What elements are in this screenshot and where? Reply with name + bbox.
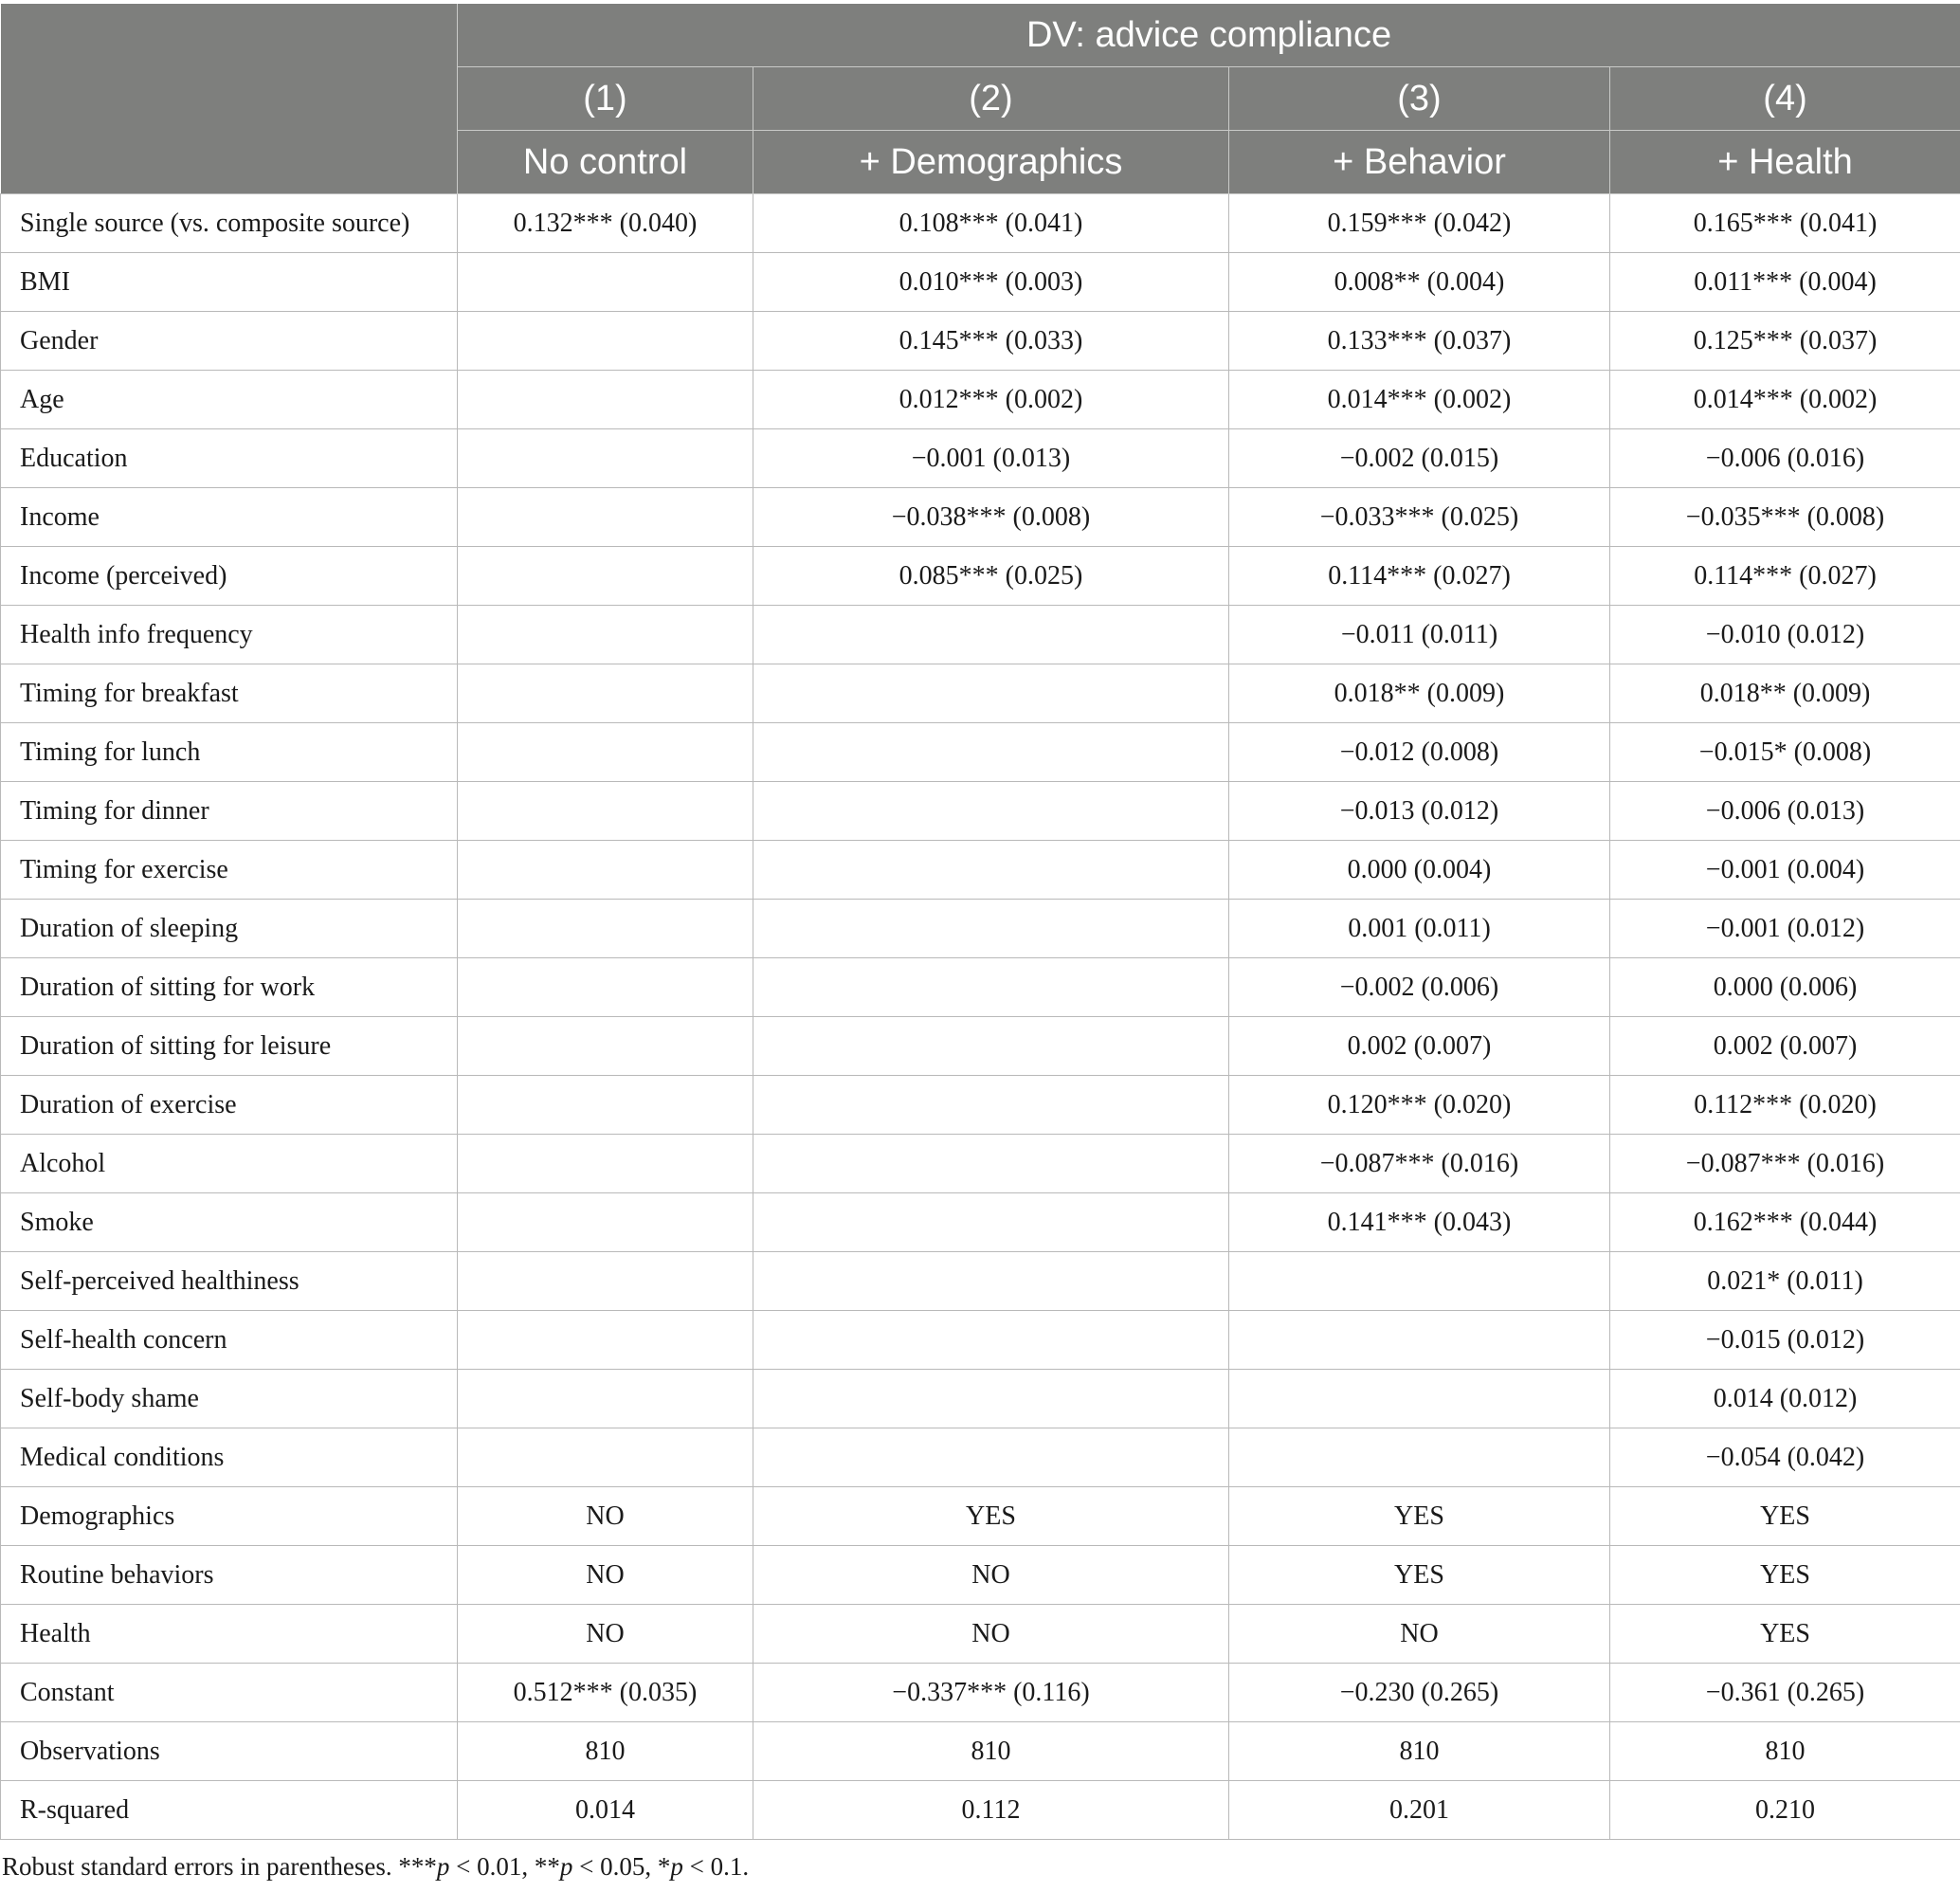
cell-model-2 (753, 664, 1229, 723)
cell-model-3: 0.001 (0.011) (1229, 900, 1610, 958)
table-row (1, 253, 1960, 312)
row-label: Timing for dinner (1, 782, 458, 841)
cell-model-1 (458, 1252, 753, 1311)
cell-model-3: 0.014*** (0.002) (1229, 371, 1610, 429)
cell-model-4: 0.018** (0.009) (1610, 664, 1960, 723)
row-label: Demographics (1, 1487, 458, 1546)
row-label: Timing for exercise (1, 841, 458, 900)
header-row-dv (1, 4, 1960, 67)
cell-model-3 (1229, 1370, 1610, 1428)
table-row (1, 1017, 1960, 1076)
cell-model-3: 0.159*** (0.042) (1229, 194, 1610, 253)
cell-model-1 (458, 1193, 753, 1252)
model-number-3: (3) (1229, 67, 1610, 131)
cell-model-4: YES (1610, 1605, 1960, 1664)
table-row (1, 194, 1960, 253)
row-label: Income (1, 488, 458, 547)
cell-model-4: 0.165*** (0.041) (1610, 194, 1960, 253)
cell-model-1 (458, 1370, 753, 1428)
row-label: Smoke (1, 1193, 458, 1252)
table-row (1, 1546, 1960, 1605)
row-label: Duration of sitting for work (1, 958, 458, 1017)
cell-model-1 (458, 900, 753, 958)
cell-model-3: NO (1229, 1605, 1610, 1664)
footnote-p-symbol: p (559, 1852, 573, 1881)
footnote-threshold-1: < 0.01, ** (449, 1852, 560, 1881)
cell-model-1 (458, 1428, 753, 1487)
table-row (1, 958, 1960, 1017)
cell-model-3: 0.201 (1229, 1781, 1610, 1840)
table-row (1, 371, 1960, 429)
table-row (1, 723, 1960, 782)
cell-model-4: 810 (1610, 1722, 1960, 1781)
row-label: Single source (vs. composite source) (1, 194, 458, 253)
cell-model-3: 0.018** (0.009) (1229, 664, 1610, 723)
row-label: BMI (1, 253, 458, 312)
footnote-p-symbol: p (436, 1852, 450, 1881)
row-label: Duration of sleeping (1, 900, 458, 958)
table-row (1, 1722, 1960, 1781)
table-row (1, 841, 1960, 900)
cell-model-3: 0.141*** (0.043) (1229, 1193, 1610, 1252)
cell-model-3: −0.013 (0.012) (1229, 782, 1610, 841)
table-row (1, 1311, 1960, 1370)
cell-model-4: 0.014 (0.012) (1610, 1370, 1960, 1428)
table-row (1, 664, 1960, 723)
cell-model-2 (753, 900, 1229, 958)
cell-model-2: 0.010*** (0.003) (753, 253, 1229, 312)
cell-model-3 (1229, 1252, 1610, 1311)
cell-model-2: −0.001 (0.013) (753, 429, 1229, 488)
cell-model-1: 0.512*** (0.035) (458, 1664, 753, 1722)
model-name-4: + Health (1610, 131, 1960, 194)
cell-model-1 (458, 371, 753, 429)
cell-model-2 (753, 958, 1229, 1017)
cell-model-3: 0.002 (0.007) (1229, 1017, 1610, 1076)
table-row (1, 547, 1960, 606)
footnote-threshold-2: < 0.05, * (572, 1852, 671, 1881)
row-label: Education (1, 429, 458, 488)
cell-model-2 (753, 723, 1229, 782)
table-row (1, 1370, 1960, 1428)
table-row (1, 429, 1960, 488)
cell-model-4: 0.162*** (0.044) (1610, 1193, 1960, 1252)
row-label: Self-perceived healthiness (1, 1252, 458, 1311)
model-name-3: + Behavior (1229, 131, 1610, 194)
cell-model-3: 810 (1229, 1722, 1610, 1781)
cell-model-2 (753, 1428, 1229, 1487)
cell-model-2: 0.085*** (0.025) (753, 547, 1229, 606)
cell-model-3: −0.012 (0.008) (1229, 723, 1610, 782)
dv-header: DV: advice compliance (458, 4, 1960, 67)
cell-model-3: 0.008** (0.004) (1229, 253, 1610, 312)
table-row (1, 1605, 1960, 1664)
regression-table (0, 4, 1960, 1840)
cell-model-4: 0.125*** (0.037) (1610, 312, 1960, 371)
row-label: Duration of exercise (1, 1076, 458, 1135)
cell-model-3: 0.133*** (0.037) (1229, 312, 1610, 371)
cell-model-2: −0.038*** (0.008) (753, 488, 1229, 547)
cell-model-1 (458, 841, 753, 900)
cell-model-4: −0.087*** (0.016) (1610, 1135, 1960, 1193)
cell-model-2: YES (753, 1487, 1229, 1546)
model-name-1: No control (458, 131, 753, 194)
table-row (1, 1781, 1960, 1840)
cell-model-1: NO (458, 1487, 753, 1546)
row-label: Age (1, 371, 458, 429)
table-footnote (2, 1852, 749, 1882)
cell-model-3: 0.000 (0.004) (1229, 841, 1610, 900)
cell-model-2 (753, 606, 1229, 664)
row-label: Alcohol (1, 1135, 458, 1193)
cell-model-3: −0.087*** (0.016) (1229, 1135, 1610, 1193)
row-label: Health (1, 1605, 458, 1664)
cell-model-3: 0.120*** (0.020) (1229, 1076, 1610, 1135)
cell-model-2 (753, 1076, 1229, 1135)
cell-model-2 (753, 1370, 1229, 1428)
cell-model-3: YES (1229, 1487, 1610, 1546)
model-name-2: + Demographics (753, 131, 1229, 194)
cell-model-2: 0.145*** (0.033) (753, 312, 1229, 371)
cell-model-1 (458, 312, 753, 371)
cell-model-2: NO (753, 1546, 1229, 1605)
cell-model-4: −0.015* (0.008) (1610, 723, 1960, 782)
row-label: Income (perceived) (1, 547, 458, 606)
cell-model-1: 0.132*** (0.040) (458, 194, 753, 253)
cell-model-2 (753, 1135, 1229, 1193)
cell-model-2 (753, 1252, 1229, 1311)
cell-model-2: 0.108*** (0.041) (753, 194, 1229, 253)
cell-model-1 (458, 1311, 753, 1370)
cell-model-4: YES (1610, 1546, 1960, 1605)
cell-model-4: −0.015 (0.012) (1610, 1311, 1960, 1370)
cell-model-1 (458, 547, 753, 606)
cell-model-2: 810 (753, 1722, 1229, 1781)
cell-model-2 (753, 1017, 1229, 1076)
cell-model-2: NO (753, 1605, 1229, 1664)
row-label: Routine behaviors (1, 1546, 458, 1605)
table-row (1, 1135, 1960, 1193)
cell-model-4: 0.210 (1610, 1781, 1960, 1840)
cell-model-1 (458, 1076, 753, 1135)
table-row (1, 900, 1960, 958)
cell-model-1 (458, 664, 753, 723)
cell-model-1 (458, 606, 753, 664)
row-label: Timing for lunch (1, 723, 458, 782)
header-corner-cell (1, 4, 458, 194)
cell-model-3: −0.002 (0.006) (1229, 958, 1610, 1017)
cell-model-1 (458, 958, 753, 1017)
cell-model-4: −0.054 (0.042) (1610, 1428, 1960, 1487)
cell-model-1 (458, 782, 753, 841)
row-label: Duration of sitting for leisure (1, 1017, 458, 1076)
table-row (1, 1076, 1960, 1135)
cell-model-2: 0.112 (753, 1781, 1229, 1840)
cell-model-2 (753, 1193, 1229, 1252)
cell-model-1 (458, 429, 753, 488)
cell-model-1: NO (458, 1605, 753, 1664)
cell-model-4: −0.035*** (0.008) (1610, 488, 1960, 547)
cell-model-2 (753, 841, 1229, 900)
cell-model-4: 0.002 (0.007) (1610, 1017, 1960, 1076)
cell-model-1 (458, 1017, 753, 1076)
cell-model-3: YES (1229, 1546, 1610, 1605)
table-row (1, 1193, 1960, 1252)
cell-model-4: −0.006 (0.016) (1610, 429, 1960, 488)
cell-model-1: 0.014 (458, 1781, 753, 1840)
table-row (1, 1428, 1960, 1487)
cell-model-4: YES (1610, 1487, 1960, 1546)
model-number-1: (1) (458, 67, 753, 131)
row-label: Self-health concern (1, 1311, 458, 1370)
cell-model-3: −0.011 (0.011) (1229, 606, 1610, 664)
row-label: Timing for breakfast (1, 664, 458, 723)
cell-model-4: 0.114*** (0.027) (1610, 547, 1960, 606)
cell-model-4: −0.361 (0.265) (1610, 1664, 1960, 1722)
table-row (1, 782, 1960, 841)
cell-model-4: 0.011*** (0.004) (1610, 253, 1960, 312)
cell-model-4: 0.112*** (0.020) (1610, 1076, 1960, 1135)
footnote-p-symbol: p (670, 1852, 683, 1881)
model-number-2: (2) (753, 67, 1229, 131)
row-label: Health info frequency (1, 606, 458, 664)
cell-model-3: −0.033*** (0.025) (1229, 488, 1610, 547)
table-body (1, 194, 1960, 1840)
cell-model-4: −0.006 (0.013) (1610, 782, 1960, 841)
cell-model-3 (1229, 1311, 1610, 1370)
cell-model-2: 0.012*** (0.002) (753, 371, 1229, 429)
row-label: Self-body shame (1, 1370, 458, 1428)
cell-model-4: 0.000 (0.006) (1610, 958, 1960, 1017)
cell-model-4: 0.021* (0.011) (1610, 1252, 1960, 1311)
table-row (1, 1487, 1960, 1546)
table-row (1, 1252, 1960, 1311)
cell-model-1 (458, 1135, 753, 1193)
row-label: Medical conditions (1, 1428, 458, 1487)
cell-model-2 (753, 1311, 1229, 1370)
cell-model-2: −0.337*** (0.116) (753, 1664, 1229, 1722)
cell-model-1: NO (458, 1546, 753, 1605)
cell-model-1 (458, 488, 753, 547)
table-row (1, 1664, 1960, 1722)
cell-model-4: −0.001 (0.012) (1610, 900, 1960, 958)
row-label: Gender (1, 312, 458, 371)
cell-model-1: 810 (458, 1722, 753, 1781)
footnote-threshold-3: < 0.1. (682, 1852, 750, 1881)
row-label: Observations (1, 1722, 458, 1781)
cell-model-4: −0.010 (0.012) (1610, 606, 1960, 664)
table-header (1, 4, 1960, 194)
cell-model-2 (753, 782, 1229, 841)
cell-model-1 (458, 723, 753, 782)
cell-model-3 (1229, 1428, 1610, 1487)
table-row (1, 312, 1960, 371)
footnote-lead: Robust standard errors in parentheses. *** (2, 1852, 437, 1881)
table-row (1, 606, 1960, 664)
row-label: R-squared (1, 1781, 458, 1840)
regression-table-container (0, 4, 1960, 1840)
row-label: Constant (1, 1664, 458, 1722)
cell-model-1 (458, 253, 753, 312)
model-number-4: (4) (1610, 67, 1960, 131)
table-row (1, 488, 1960, 547)
cell-model-4: 0.014*** (0.002) (1610, 371, 1960, 429)
cell-model-3: 0.114*** (0.027) (1229, 547, 1610, 606)
cell-model-4: −0.001 (0.004) (1610, 841, 1960, 900)
cell-model-3: −0.002 (0.015) (1229, 429, 1610, 488)
cell-model-3: −0.230 (0.265) (1229, 1664, 1610, 1722)
